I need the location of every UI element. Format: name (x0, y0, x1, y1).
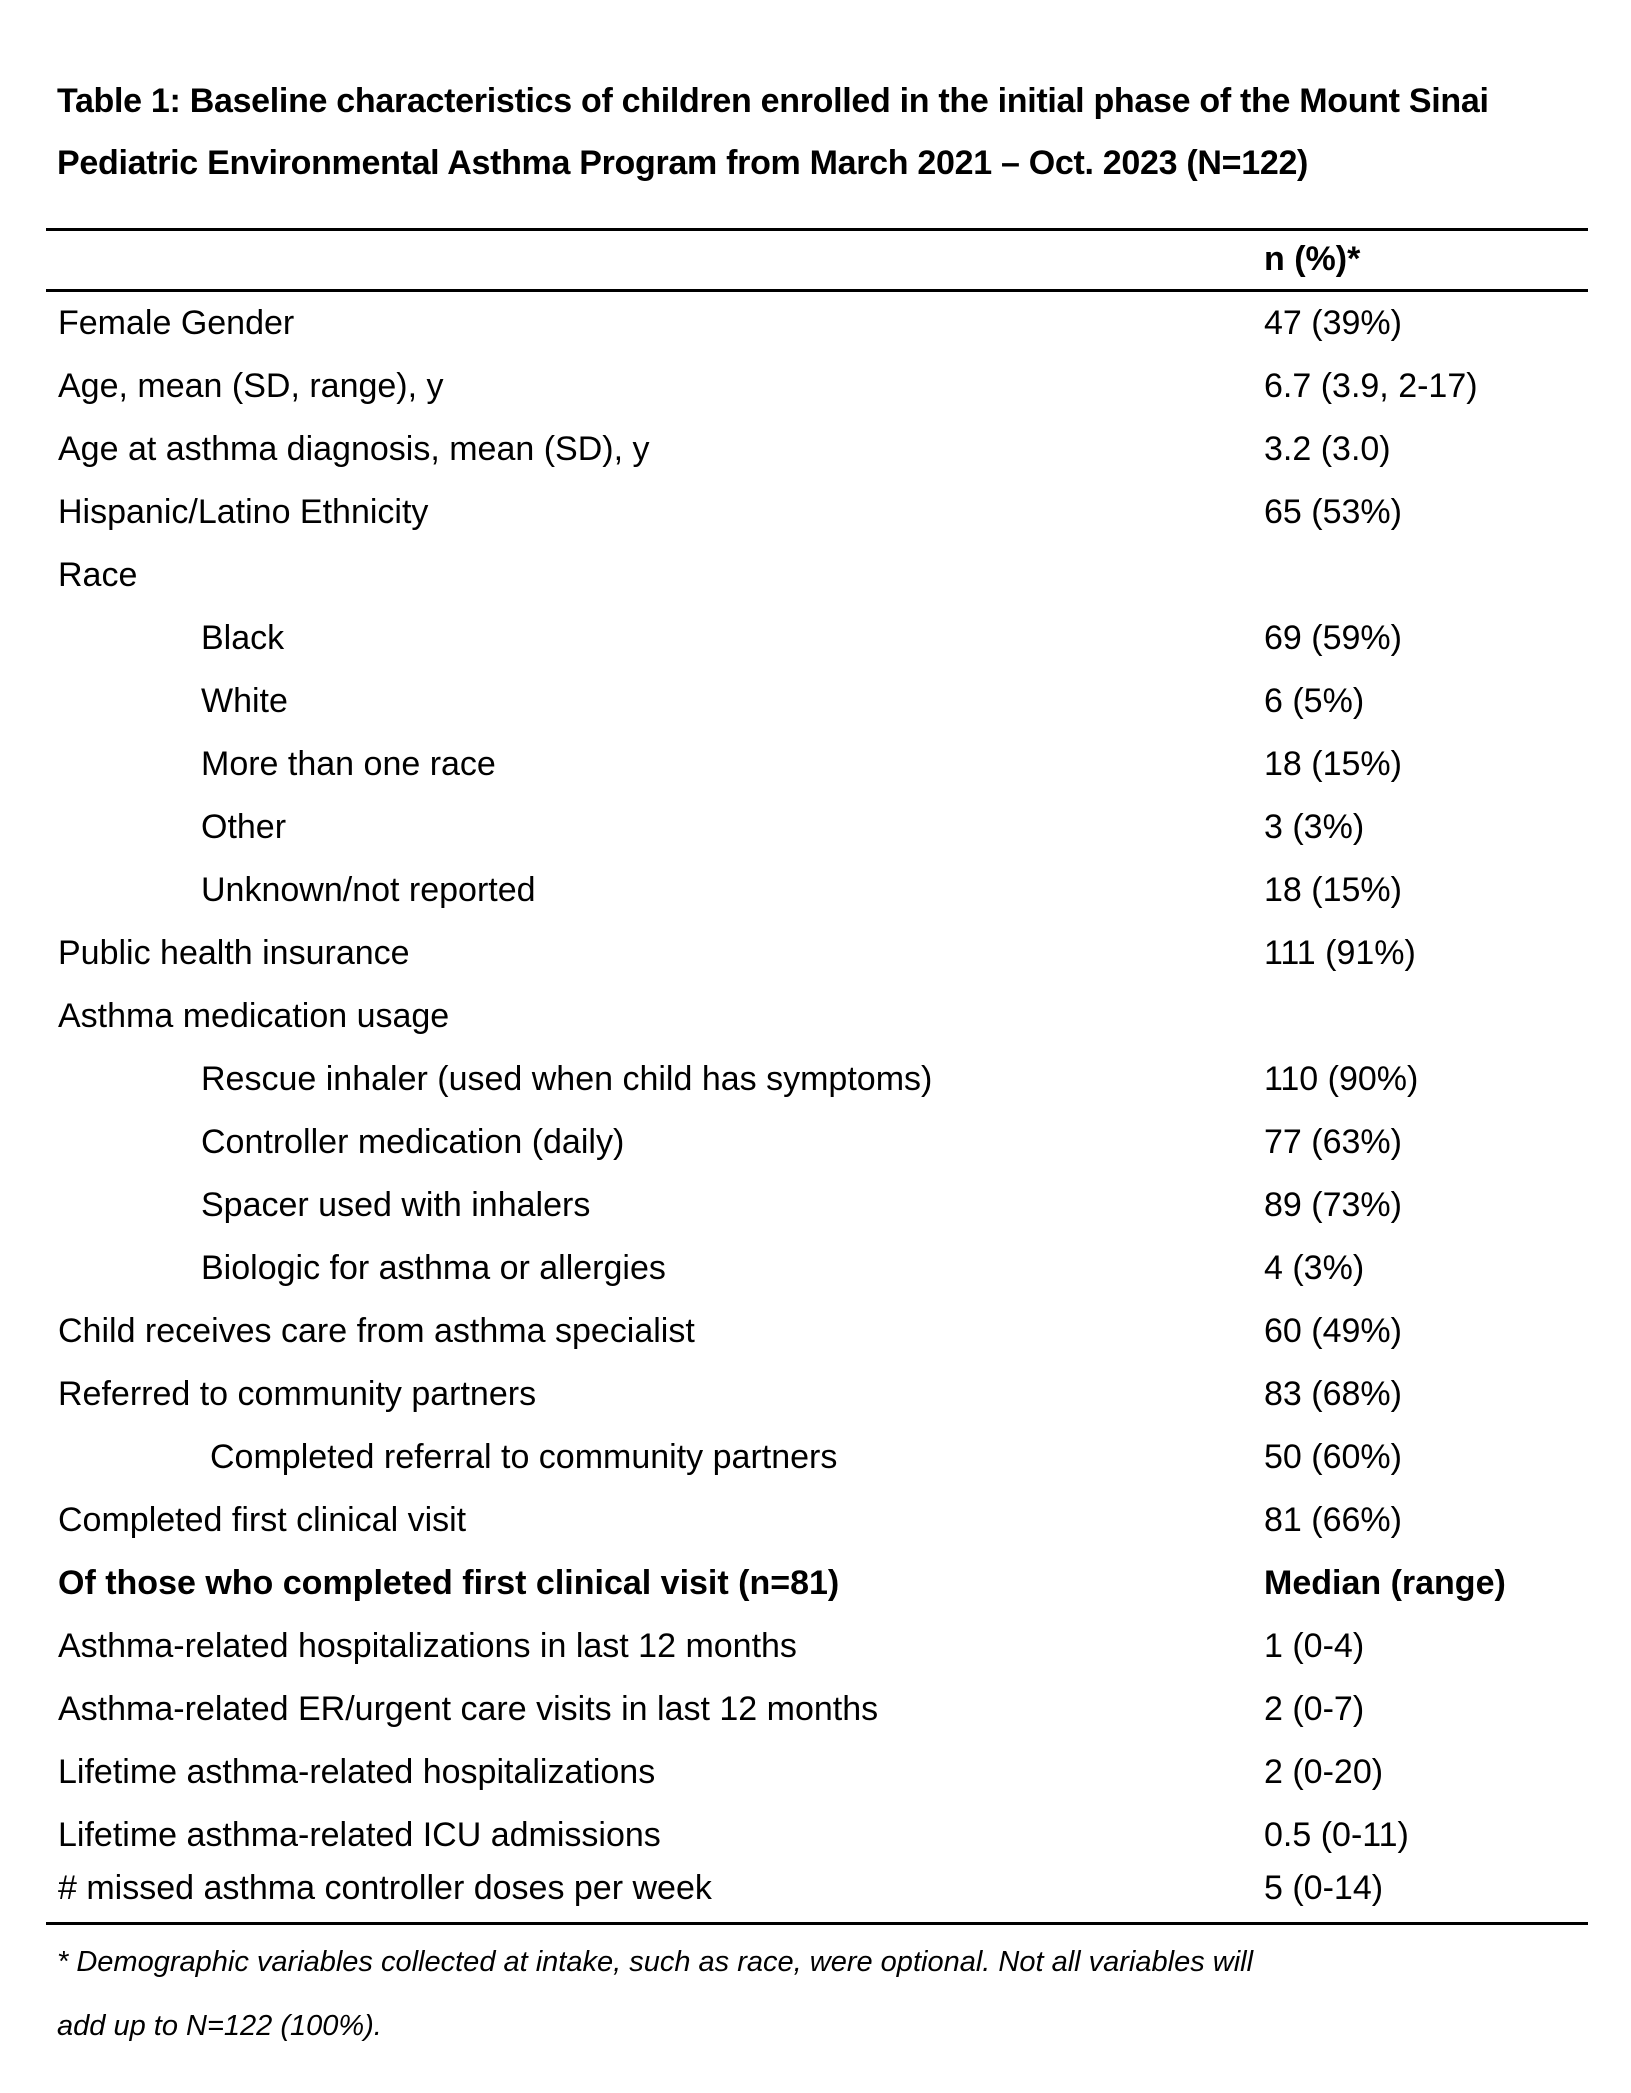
row-label: Lifetime asthma-related hospitalizations (58, 1753, 656, 1791)
row-value: 110 (90%) (1264, 1060, 1419, 1098)
row-label: Race (58, 556, 138, 594)
row-label: Age at asthma diagnosis, mean (SD), y (58, 430, 650, 468)
row-label: Unknown/not reported (201, 871, 536, 909)
row-value: 60 (49%) (1264, 1312, 1402, 1350)
row-value: 50 (60%) (1264, 1438, 1402, 1476)
row-value: 18 (15%) (1264, 745, 1402, 783)
footnote-line-2: add up to N=122 (100%). (57, 2010, 382, 2042)
table-footnote (57, 1930, 1597, 2058)
section-header-row (0, 1552, 1631, 1615)
column-header-n-percent: n (%)* (1264, 240, 1361, 278)
row-label: Referred to community partners (58, 1375, 537, 1413)
table-row (0, 1363, 1631, 1426)
table-row (0, 1300, 1631, 1363)
row-label: Asthma-related hospitalizations in last 12 months (58, 1627, 797, 1665)
table-row (0, 670, 1631, 733)
table-row (0, 1237, 1631, 1300)
row-label: Asthma-related ER/urgent care visits in last 12 months (58, 1690, 879, 1728)
row-label: More than one race (201, 745, 496, 783)
table-row (0, 481, 1631, 544)
table-row (0, 922, 1631, 985)
table-title (57, 70, 1597, 194)
table-row (0, 1048, 1631, 1111)
row-label: Black (201, 619, 285, 657)
table-row (0, 733, 1631, 796)
row-value: 4 (3%) (1264, 1249, 1365, 1287)
table-row (0, 292, 1631, 355)
table-row (0, 544, 1631, 607)
row-label: Biologic for asthma or allergies (201, 1249, 666, 1287)
row-value: 83 (68%) (1264, 1375, 1402, 1413)
row-value: 89 (73%) (1264, 1186, 1402, 1224)
table-row (0, 1426, 1631, 1489)
row-label: Rescue inhaler (used when child has symptoms) (201, 1060, 933, 1098)
row-value: 3 (3%) (1264, 808, 1365, 846)
row-value: 47 (39%) (1264, 304, 1402, 342)
table-row (0, 796, 1631, 859)
column-header-median-range: Median (range) (1264, 1564, 1506, 1602)
table-row (0, 1857, 1631, 1920)
table-row (0, 1489, 1631, 1552)
row-label: # missed asthma controller doses per week (58, 1869, 712, 1907)
row-value: 77 (63%) (1264, 1123, 1402, 1161)
row-value: 0.5 (0-11) (1264, 1816, 1409, 1854)
row-value: 111 (91%) (1264, 934, 1416, 972)
row-value: 5 (0-14) (1264, 1869, 1384, 1907)
table-title-line-2: Pediatric Environmental Asthma Program from March 2021 – Oct. 2023 (N=122) (57, 144, 1309, 182)
table-row (0, 1174, 1631, 1237)
row-label: Asthma medication usage (58, 997, 450, 1035)
row-label: Lifetime asthma-related ICU admissions (58, 1816, 661, 1854)
row-label: White (201, 682, 288, 720)
row-value: 69 (59%) (1264, 619, 1402, 657)
row-label: Other (201, 808, 287, 846)
row-label: Child receives care from asthma specialist (58, 1312, 695, 1350)
row-value: 6.7 (3.9, 2-17) (1264, 367, 1478, 405)
table-row (0, 859, 1631, 922)
row-value: 6 (5%) (1264, 682, 1365, 720)
row-label: Female Gender (58, 304, 295, 342)
row-label: Controller medication (daily) (201, 1123, 625, 1161)
row-value: 2 (0-20) (1264, 1753, 1384, 1791)
table-row (0, 1678, 1631, 1741)
row-label: Hispanic/Latino Ethnicity (58, 493, 429, 531)
row-label: Age, mean (SD, range), y (58, 367, 444, 405)
table-bottom-rule (46, 1922, 1588, 1925)
row-value: 18 (15%) (1264, 871, 1402, 909)
table-title-line-1: Table 1: Baseline characteristics of children enrolled in the initial phase of the Mount Sinai (57, 82, 1489, 120)
row-value: 2 (0-7) (1264, 1690, 1365, 1728)
table-row (0, 418, 1631, 481)
table-row (0, 1615, 1631, 1678)
table-row (0, 985, 1631, 1048)
row-value: 81 (66%) (1264, 1501, 1402, 1539)
row-label: Public health insurance (58, 934, 410, 972)
table-row (0, 607, 1631, 670)
row-label: Of those who completed first clinical visit (n=81) (58, 1564, 840, 1602)
footnote-line-1: * Demographic variables collected at intake, such as race, were optional. Not all variables will (57, 1946, 1254, 1978)
table-row (0, 355, 1631, 418)
row-label: Spacer used with inhalers (201, 1186, 591, 1224)
table-row (0, 1111, 1631, 1174)
table-row (0, 1741, 1631, 1804)
row-value: 1 (0-4) (1264, 1627, 1365, 1665)
row-value: 65 (53%) (1264, 493, 1402, 531)
row-value: 3.2 (3.0) (1264, 430, 1391, 468)
row-label: Completed referral to community partners (210, 1438, 838, 1476)
row-label: Completed first clinical visit (58, 1501, 467, 1539)
